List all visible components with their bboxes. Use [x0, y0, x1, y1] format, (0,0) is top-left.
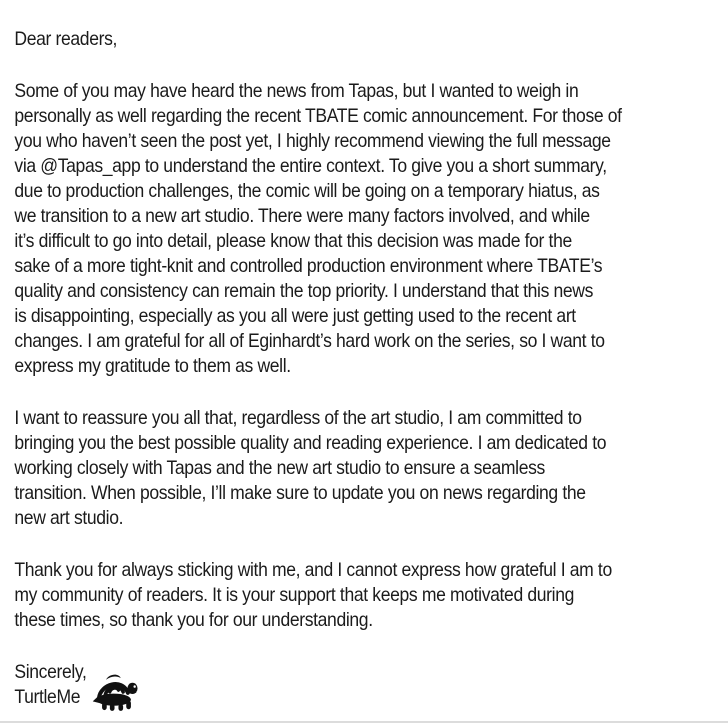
signature-row	[14, 685, 713, 710]
paragraph-reassurance	[14, 406, 713, 531]
closing-salutation: Sincerely,	[14, 661, 87, 683]
bottom-divider	[0, 721, 728, 723]
letter-line: we transition to a new art studio. There were many factors involved, and while	[14, 205, 590, 227]
letter-line: it’s difficult to go into detail, please know that this decision was made for the	[14, 230, 572, 252]
letter-line: working closely with Tapas and the new art studio to ensure a seamless	[14, 457, 545, 479]
turtle-icon	[93, 671, 140, 711]
letter-line: sake of a more tight-knit and controlled production environment where TBATE’s	[14, 255, 603, 277]
paragraph-thanks	[14, 558, 713, 633]
letter-line: my community of readers. It is your support that keeps me motivated during	[14, 584, 574, 606]
letter-line: new art studio.	[14, 507, 124, 529]
letter-line: transition. When possible, I’ll make sure to update you on news regarding the	[14, 482, 586, 504]
paragraph-announcement	[14, 79, 713, 379]
letter-line: due to production challenges, the comic will be going on a temporary hiatus, as	[14, 180, 600, 202]
letter-line: quality and consistency can remain the top priority. I understand that this news	[14, 280, 594, 302]
letter-line: Some of you may have heard the news from Tapas, but I wanted to weigh in	[14, 80, 579, 102]
letter-line: changes. I am grateful for all of Eginhardt’s hard work on the series, so I want to	[14, 330, 605, 352]
letter-line: is disappointing, especially as you all were just getting used to the recent art	[14, 305, 576, 327]
letter-line: via @Tapas_app to understand the entire context. To give you a short summary,	[14, 155, 607, 177]
letter-line: I want to reassure you all that, regardless of the art studio, I am committed to	[14, 407, 582, 429]
letter-line: you who haven’t seen the post yet, I highly recommend viewing the full message	[14, 130, 611, 152]
signature-name: TurtleMe	[14, 686, 81, 708]
salutation-paragraph	[14, 27, 713, 52]
salutation: Dear readers,	[14, 28, 118, 50]
letter-line: express my gratitude to them as well.	[14, 355, 291, 377]
letter-line: personally as well regarding the recent TBATE comic announcement. For those of	[14, 105, 622, 127]
letter-line: these times, so thank you for our understanding.	[14, 609, 373, 631]
letter-line: bringing you the best possible quality and reading experience. I am dedicated to	[14, 432, 607, 454]
closing-block	[14, 660, 713, 710]
letter-line: Thank you for always sticking with me, and I cannot express how grateful I am to	[14, 559, 612, 581]
